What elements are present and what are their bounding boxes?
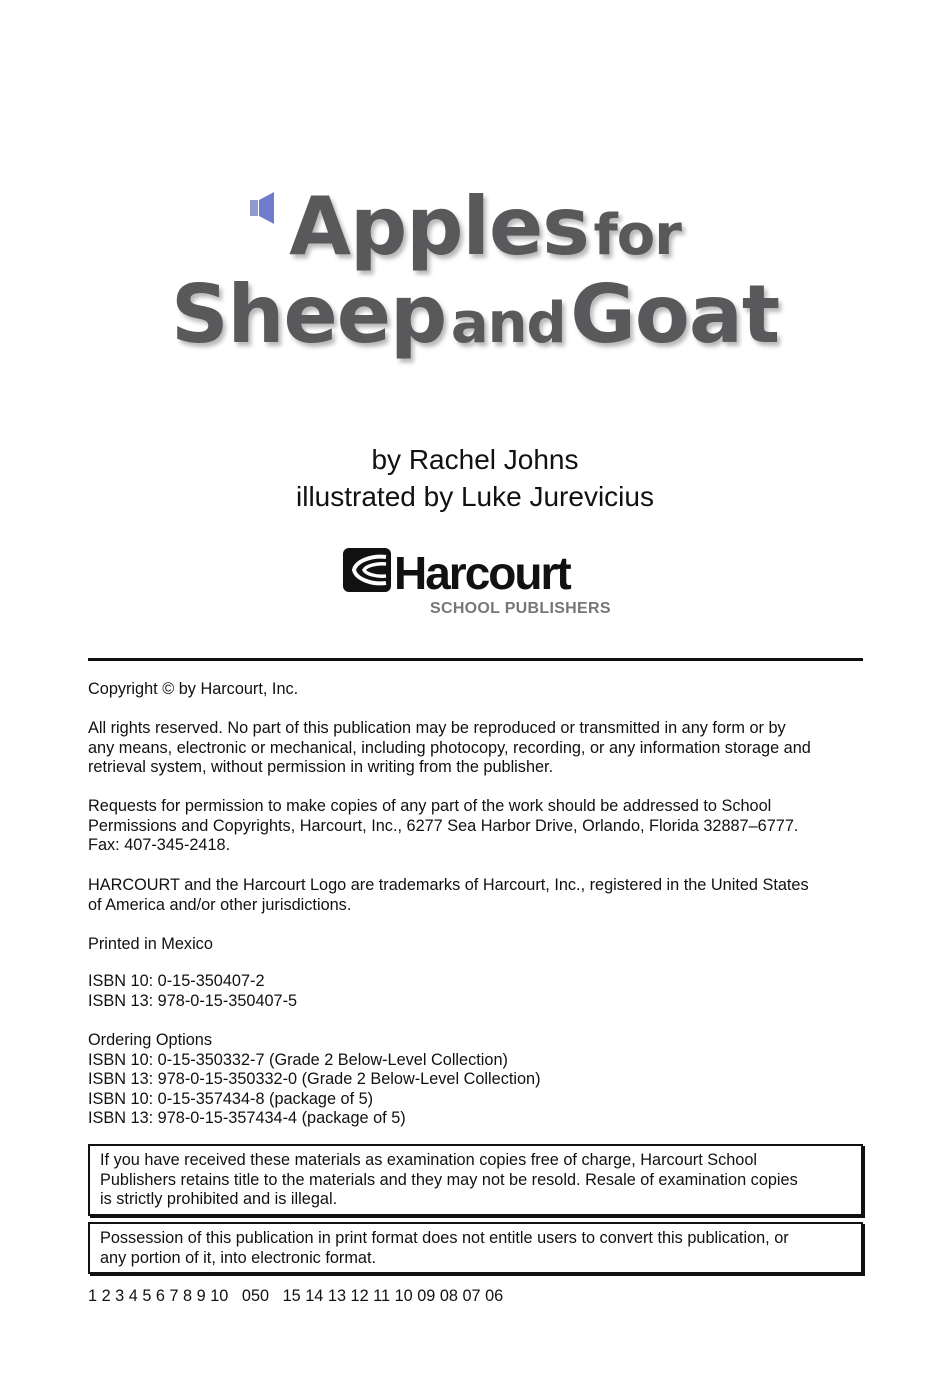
author-credit: by Rachel Johns	[371, 444, 579, 475]
title-word-sheep: Sheep	[170, 268, 447, 361]
exam-copies-notice: If you have received these materials as examination copies free of charge, Harcourt School Publishers retains title to the materials and they may not be resold. Resale of examination copies is strictly prohibited and is illegal.	[88, 1144, 863, 1216]
title-word-for: for	[593, 203, 681, 268]
harcourt-logo-text: Harcourt	[394, 547, 570, 599]
title-word-goat: Goat	[570, 268, 780, 361]
copyright-notice: Copyright © by Harcourt, Inc.	[88, 680, 299, 698]
divider-rule	[88, 658, 863, 661]
rights-paragraph: All rights reserved. No part of this publication may be reproduced or transmitted in any form or by any means, electronic or mechanical, including photocopy, recording, or any information storage and retrieval system, without permission in writing from the publisher.	[88, 719, 811, 777]
printed-in: Printed in Mexico	[88, 935, 213, 953]
ordering-options: Ordering Options ISBN 10: 0-15-350332-7 (Grade 2 Below-Level Collection) ISBN 13: 978-0-15-350332-0 (Grade 2 Below-Level Collection) ISBN 10: 0-15-357434-8 (package of 5) ISBN 13: 978-0-15-357434-4 (package of 5)	[88, 1031, 541, 1128]
electronic-format-notice: Possession of this publication in print format does not entitle users to convert this publication, or any portion of it, into electronic format.	[88, 1222, 863, 1274]
permission-paragraph: Requests for permission to make copies of any part of the work should be addressed to School Permissions and Copyrights, Harcourt, Inc., 6277 Sea Harbor Drive, Orlando, Florida 32887–6777. Fax: 407-345-2418.	[88, 797, 799, 855]
book-title-line-2	[0, 268, 950, 361]
title-word-and: and	[450, 291, 566, 356]
harcourt-logo-mark	[342, 547, 392, 593]
illustrator-credit: illustrated by Luke Jurevicius	[296, 481, 654, 512]
isbn-list: ISBN 10: 0-15-350407-2 ISBN 13: 978-0-15-350407-5	[88, 972, 298, 1010]
book-title-line-1	[0, 180, 950, 273]
printing-line: 1 2 3 4 5 6 7 8 9 10 050 15 14 13 12 11 10 09 08 07 06	[88, 1287, 504, 1305]
harcourt-logo-subtitle: SCHOOL PUBLISHERS	[430, 600, 611, 617]
title-word-apples: Apples	[289, 180, 589, 273]
trademark-paragraph: HARCOURT and the Harcourt Logo are trademarks of Harcourt, Inc., registered in the United States of America and/or other jurisdictions.	[88, 876, 809, 914]
